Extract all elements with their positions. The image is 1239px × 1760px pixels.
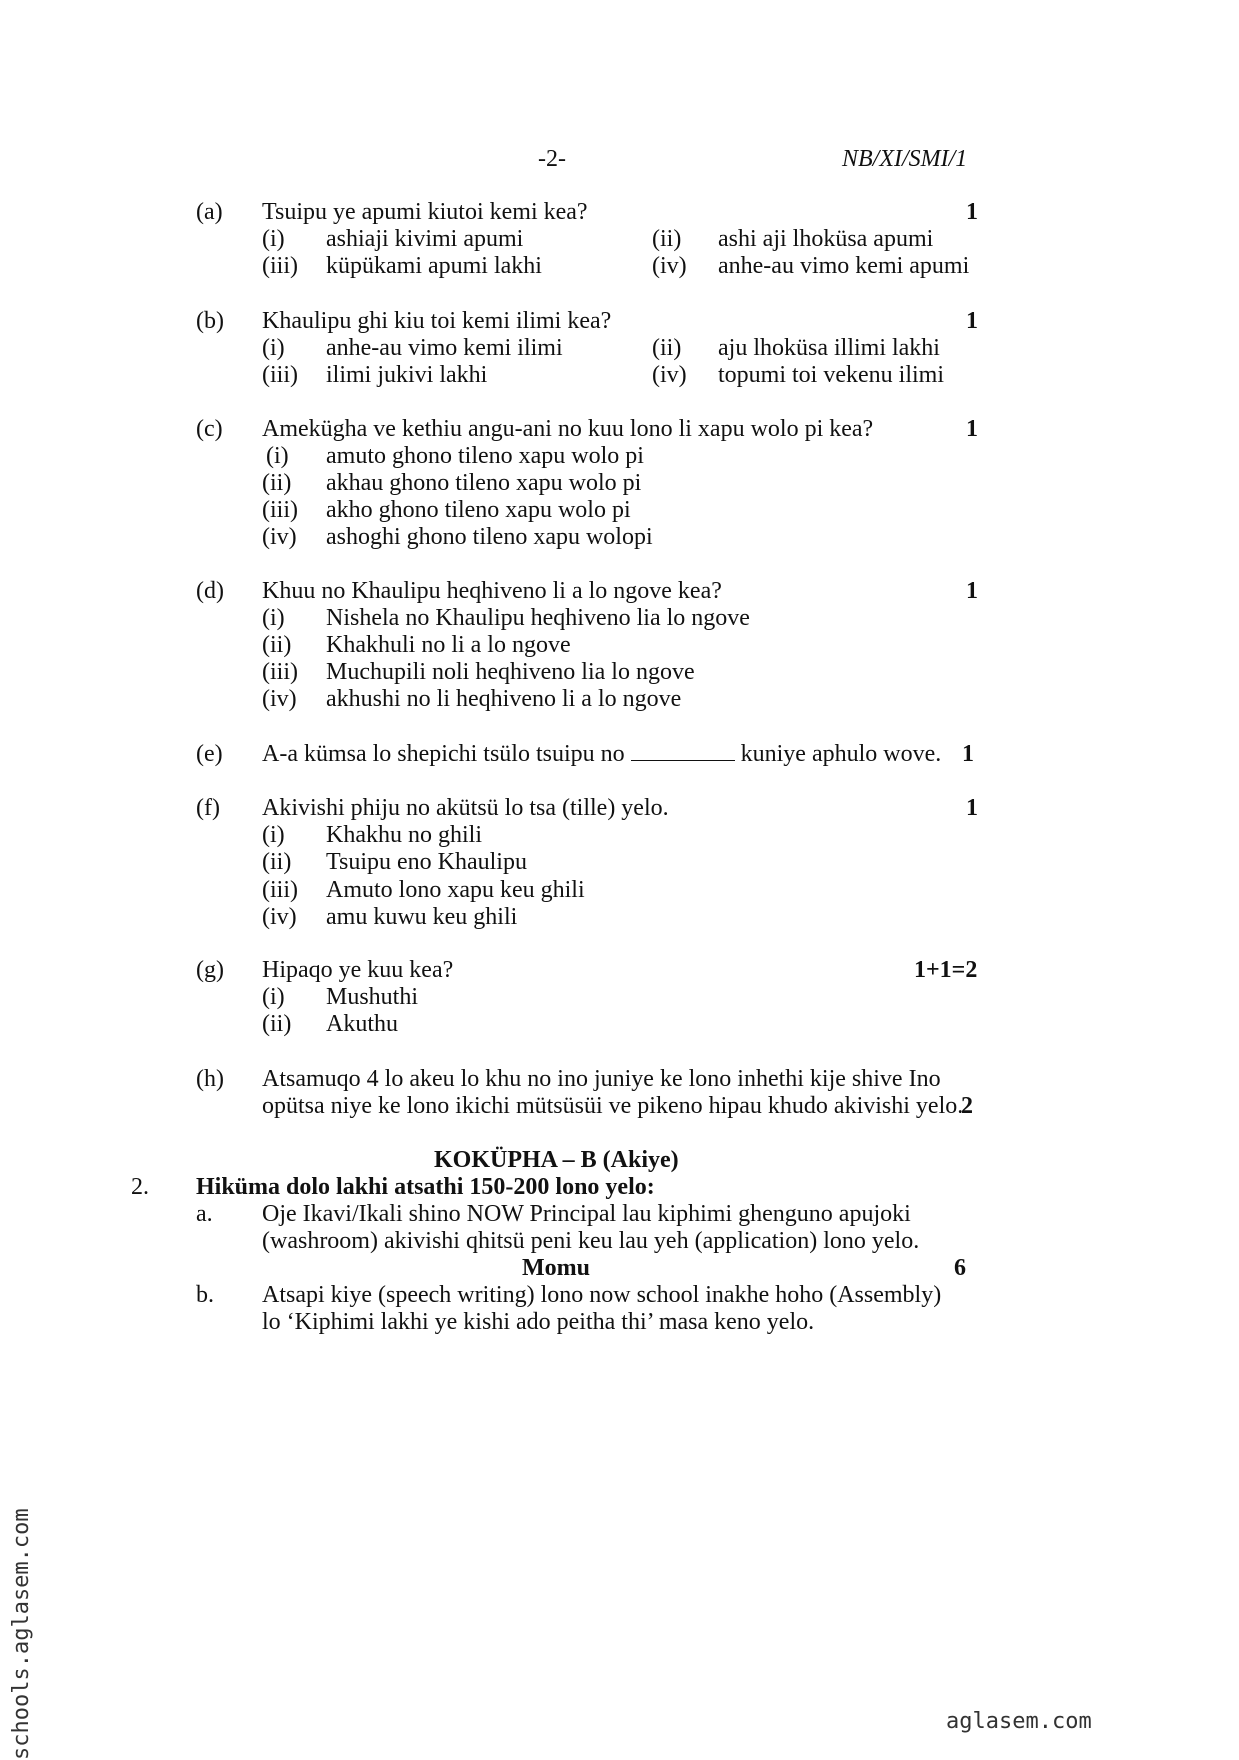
opt-num: (i)	[262, 226, 285, 252]
q-h-line2: opütsa niye ke lono ikichi mütsüsüi ve pikeno hipau khudo akivishi yelo.	[262, 1093, 964, 1119]
opt-num: (iv)	[262, 686, 297, 712]
q-b-marks: 1	[966, 308, 978, 334]
q-e-marks: 1	[962, 741, 974, 767]
q-g-marks: 1+1=2	[914, 957, 978, 983]
q-d-number: (d)	[196, 578, 224, 604]
opt-num: (iv)	[652, 362, 687, 388]
opt-num: (ii)	[652, 226, 682, 252]
opt-text: Akuthu	[326, 1011, 398, 1037]
opt-num: (iii)	[262, 497, 298, 523]
q-f-marks: 1	[966, 795, 978, 821]
opt-num: (ii)	[652, 335, 682, 361]
q2a-line1: Oje Ikavi/Ikali shino NOW Principal lau kiphimi ghenguno apujoki	[262, 1201, 911, 1227]
opt-num: (iii)	[262, 253, 298, 279]
q-b-number: (b)	[196, 308, 224, 334]
opt-text: anhe-au vimo kemi apumi	[718, 253, 970, 279]
q2-text: Hiküma dolo lakhi atsathi 150-200 lono yelo:	[196, 1174, 655, 1200]
opt-num: (iii)	[262, 877, 298, 903]
opt-text: Amuto lono xapu keu ghili	[326, 877, 585, 903]
opt-num: (ii)	[262, 470, 292, 496]
opt-num: (i)	[262, 335, 285, 361]
opt-num: (i)	[262, 605, 285, 631]
opt-text: ashiaji kivimi apumi	[326, 226, 524, 252]
q-e-number: (e)	[196, 741, 223, 767]
q-d-marks: 1	[966, 578, 978, 604]
q-g-text: Hipaqo ye kuu kea?	[262, 957, 454, 983]
momu-label: Momu	[522, 1255, 590, 1281]
q-a-marks: 1	[966, 199, 978, 225]
opt-text: Tsuipu eno Khaulipu	[326, 849, 527, 875]
q-f-text: Akivishi phiju no akütsü lo tsa (tille) yelo.	[262, 795, 669, 821]
opt-num: (iv)	[262, 904, 297, 930]
opt-text: amuto ghono tileno xapu wolo pi	[326, 443, 644, 469]
opt-text: Khakhu no ghili	[326, 822, 482, 848]
q-h-marks: 2	[961, 1093, 973, 1119]
opt-num: (ii)	[262, 849, 292, 875]
q-e-text-before: A-a kümsa lo shepichi tsülo tsuipu no	[262, 741, 625, 767]
opt-num: (iii)	[262, 659, 298, 685]
opt-text: ashoghi ghono tileno xapu wolopi	[326, 524, 653, 550]
q-a-number: (a)	[196, 199, 223, 225]
q2-number: 2.	[131, 1174, 149, 1200]
opt-text: Mushuthi	[326, 984, 419, 1010]
opt-text: akhau ghono tileno xapu wolo pi	[326, 470, 642, 496]
opt-text: Muchupili noli heqhiveno lia lo ngove	[326, 659, 695, 685]
q-e-text-after: kuniye aphulo wove.	[740, 741, 942, 767]
paper-code: NB/XI/SMI/1	[842, 146, 968, 172]
q2a-number: a.	[196, 1201, 213, 1227]
q-f-number: (f)	[196, 795, 220, 821]
q-e-text	[262, 740, 941, 768]
opt-num: (i)	[266, 443, 289, 469]
opt-num: (i)	[262, 984, 285, 1010]
opt-text: Khakhuli no li a lo ngove	[326, 632, 571, 658]
q-b-text: Khaulipu ghi kiu toi kemi ilimi kea?	[262, 308, 612, 334]
answer-blank	[631, 740, 735, 761]
page-number: -2-	[538, 146, 566, 172]
q-h-line1: Atsamuqo 4 lo akeu lo khu no ino juniye ke lono inhethi kije shive Ino	[262, 1066, 941, 1092]
opt-text: ashi aji lhoküsa apumi	[718, 226, 934, 252]
q2b-line2: lo ‘Kiphimi lakhi ye kishi ado peitha thi’ masa keno yelo.	[262, 1309, 815, 1335]
opt-num: (i)	[262, 822, 285, 848]
opt-text: Nishela no Khaulipu heqhiveno lia lo ngove	[326, 605, 750, 631]
opt-num: (iv)	[262, 524, 297, 550]
q-d-text: Khuu no Khaulipu heqhiveno li a lo ngove kea?	[262, 578, 722, 604]
footer-watermark: aglasem.com	[946, 1709, 1092, 1734]
q-h-number: (h)	[196, 1066, 224, 1092]
opt-text: anhe-au vimo kemi ilimi	[326, 335, 563, 361]
q-c-text: Amekügha ve kethiu angu-ani no kuu lono li xapu wolo pi kea?	[262, 416, 874, 442]
q-c-marks: 1	[966, 416, 978, 442]
opt-text: ilimi jukivi lakhi	[326, 362, 488, 388]
q2b-line1: Atsapi kiye (speech writing) lono now school inakhe hoho (Assembly)	[262, 1282, 942, 1308]
opt-text: aju lhoküsa illimi lakhi	[718, 335, 940, 361]
opt-text: topumi toi vekenu ilimi	[718, 362, 944, 388]
q-g-number: (g)	[196, 957, 224, 983]
opt-text: amu kuwu keu ghili	[326, 904, 518, 930]
opt-num: (ii)	[262, 632, 292, 658]
opt-text: küpükami apumi lakhi	[326, 253, 542, 279]
q-a-text: Tsuipu ye apumi kiutoi kemi kea?	[262, 199, 588, 225]
q2-marks: 6	[954, 1255, 966, 1281]
opt-num: (ii)	[262, 1011, 292, 1037]
q2b-number: b.	[196, 1282, 214, 1308]
opt-num: (iv)	[652, 253, 687, 279]
side-watermark: schools.aglasem.com	[9, 1508, 34, 1760]
opt-num: (iii)	[262, 362, 298, 388]
section-b-title: KOKÜPHA – B (Akiye)	[434, 1147, 679, 1173]
opt-text: akho ghono tileno xapu wolo pi	[326, 497, 631, 523]
opt-text: akhushi no li heqhiveno li a lo ngove	[326, 686, 682, 712]
q-c-number: (c)	[196, 416, 223, 442]
q2a-line2: (washroom) akivishi qhitsü peni keu lau yeh (application) lono yelo.	[262, 1228, 920, 1254]
